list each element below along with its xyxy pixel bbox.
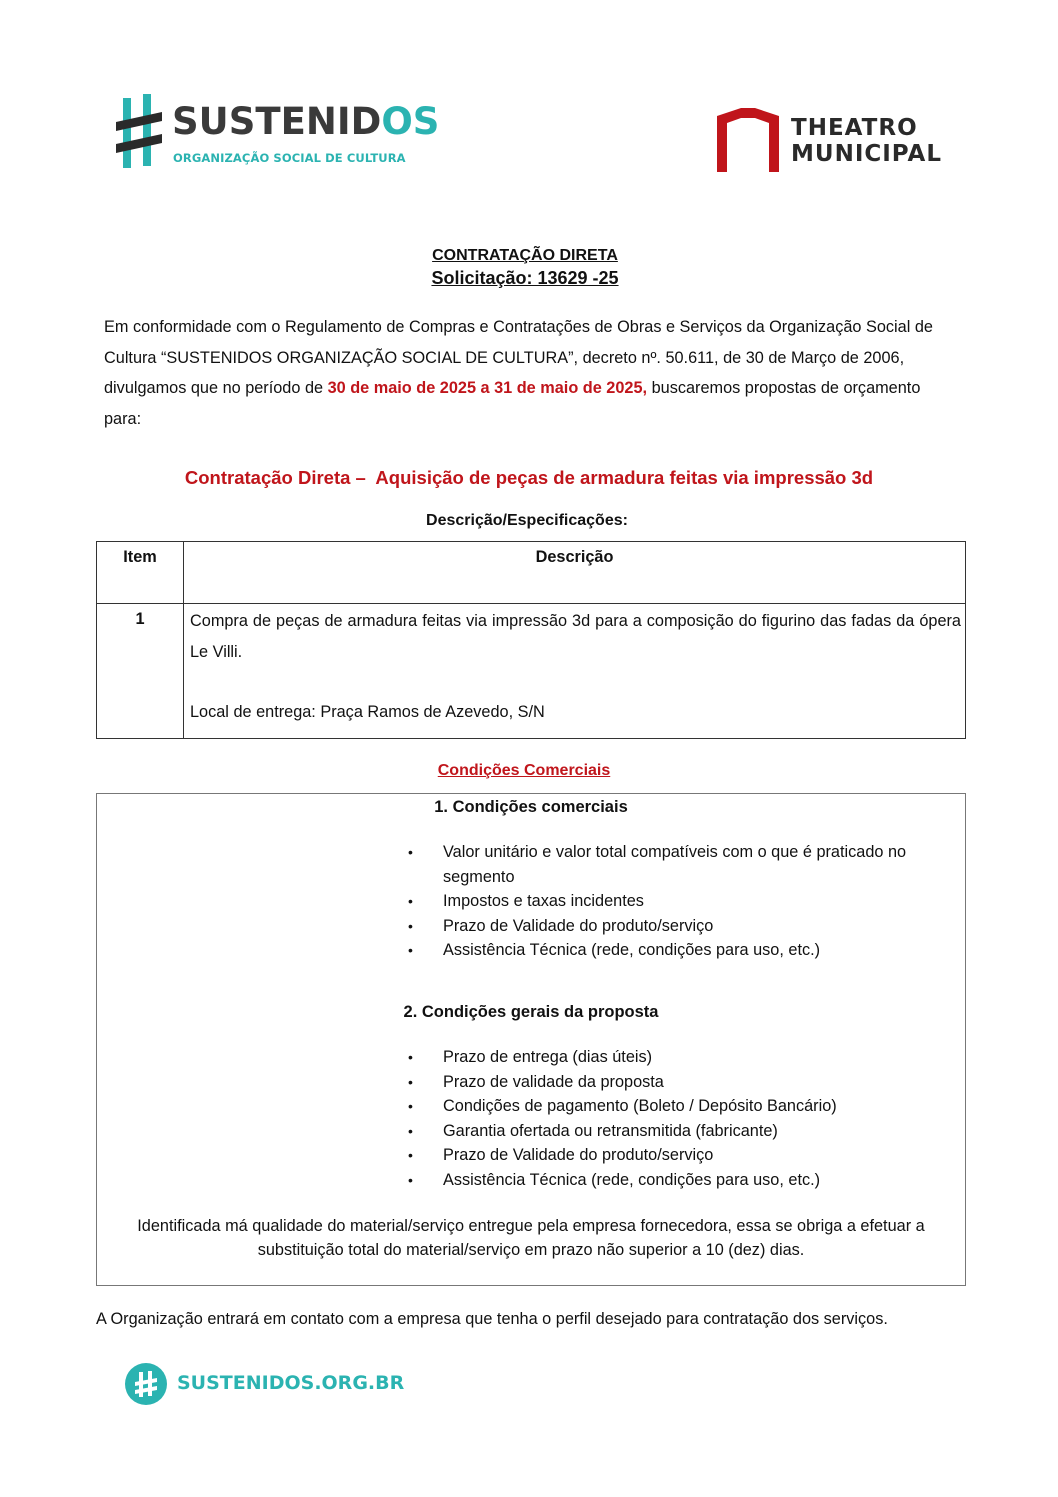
list-item: • Garantia ofertada ou retransmitida (fabricante) (407, 1119, 963, 1144)
sustenidos-logo (116, 92, 440, 172)
sustenidos-wordmark (172, 100, 439, 143)
footer-url[interactable]: SUSTENIDOS.ORG.BR (177, 1372, 405, 1394)
intro-text-2: buscaremos propostas de orçamento para: (104, 379, 921, 428)
list-item: • Impostos e taxas incidentes (407, 889, 963, 914)
conditions-box (96, 793, 966, 1286)
delivery-location: Local de entrega: Praça Ramos de Azevedo, S/N (190, 703, 545, 721)
table-header-row (97, 542, 966, 604)
list-item: • Condições de pagamento (Boleto / Depósito Bancário) (407, 1094, 963, 1119)
theatro-line2: MUNICIPAL (791, 141, 943, 167)
sustenidos-tagline: ORGANIZAÇÃO SOCIAL DE CULTURA (173, 151, 406, 165)
list-item: • Prazo de Validade do produto/serviço (407, 1143, 963, 1168)
wordmark-accent: OS (381, 100, 440, 143)
theatro-arch-icon (715, 108, 781, 174)
list-item: • Valor unitário e valor total compatíveis com o que é praticado no segmento (407, 840, 963, 889)
items-table (96, 541, 966, 739)
list-item: • Assistência Técnica (rede, condições para uso, etc.) (407, 938, 963, 963)
item-description-cell (184, 604, 966, 739)
commercial-conditions-title: Condições Comerciais (437, 762, 611, 779)
section2-list (407, 1045, 963, 1193)
intro-period: 30 de maio de 2025 a 31 de maio de 2025, (327, 379, 648, 397)
list-item: • Prazo de validade da proposta (407, 1070, 963, 1095)
header-item: Item (97, 542, 184, 604)
closing-statement: A Organização entrará em contato com a empresa que tenha o perfil desejado para contratação dos serviços. (96, 1310, 888, 1328)
item-description: Compra de peças de armadura feitas via impressão 3d para a composição do figurino das fadas da ópera Le Villi. (190, 612, 961, 661)
section1-heading: 1. Condições comerciais (434, 798, 628, 816)
footer-hashtag-icon (125, 1363, 167, 1405)
list-item: • Prazo de entrega (dias úteis) (407, 1045, 963, 1070)
table-row (97, 604, 966, 739)
request-number: Solicitação: 13629 -25 (431, 268, 619, 288)
quality-note: Identificada má qualidade do material/serviço entregue pela empresa fornecedora, essa se obriga a efetuar a substituição total do material/serviço em prazo não superior a 10 (dez) dias. (137, 1217, 925, 1259)
intro-text-1: Em conformidade com o Regulamento de Compras e Contratações de Obras e Serviços da Organização Social de Cultura “SUSTENIDOS ORGANIZAÇÃO SOCIAL DE CULTURA”, decreto nº. 50.611, de 30 de Março de 2006, divulgamos que no período de (104, 318, 933, 397)
hashtag-logo-icon (116, 92, 166, 172)
theatro-line1: THEATRO (791, 115, 918, 141)
header-description: Descrição (184, 542, 966, 604)
specs-label: Descrição/Especificações: (426, 512, 628, 529)
subject-heading: Contratação Direta – Aquisição de peças de armadura feitas via impressão 3d (184, 467, 874, 488)
wordmark-main: SUSTENID (172, 100, 382, 143)
section1-list (407, 840, 963, 963)
item-number: 1 (97, 604, 184, 739)
list-item: • Prazo de Validade do produto/serviço (407, 914, 963, 939)
theatro-municipal-logo (715, 108, 955, 174)
intro-paragraph (104, 312, 944, 434)
document-title: CONTRATAÇÃO DIRETA (432, 247, 618, 264)
list-item: • Assistência Técnica (rede, condições para uso, etc.) (407, 1168, 963, 1193)
footer-logo (125, 1363, 405, 1407)
section2-heading: 2. Condições gerais da proposta (403, 1003, 659, 1021)
